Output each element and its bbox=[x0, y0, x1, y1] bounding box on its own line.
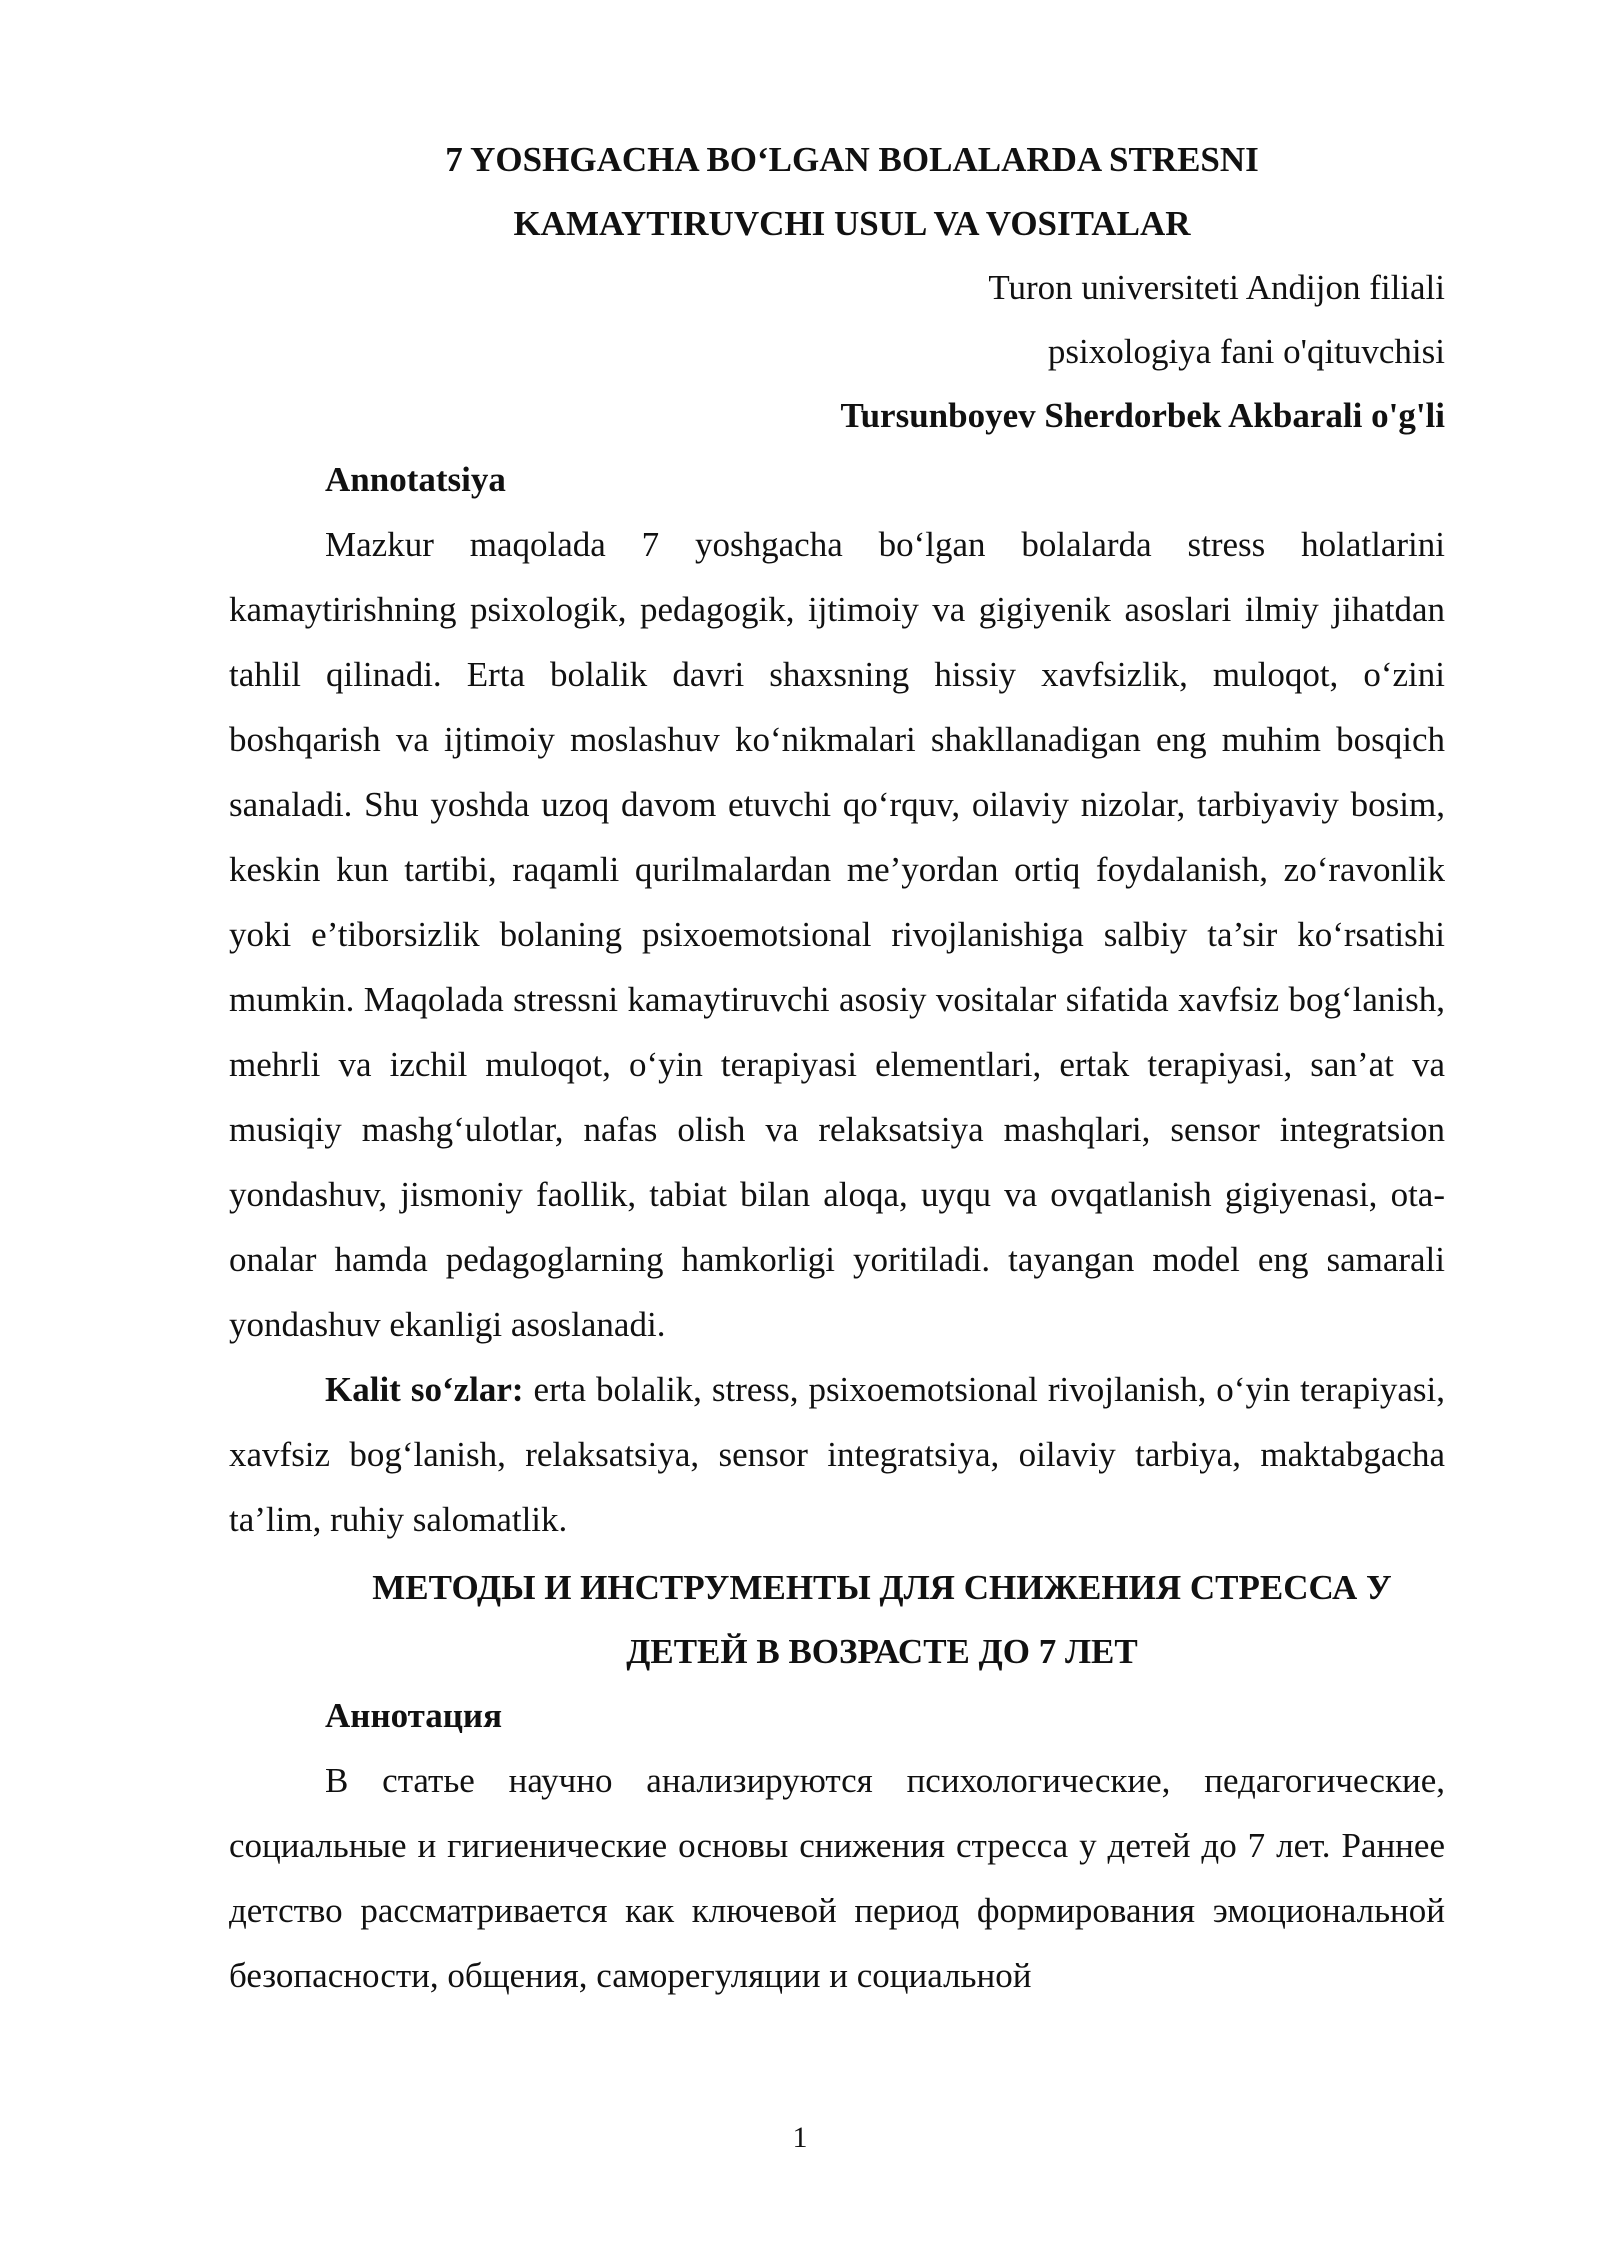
ru-title-line-2: ДЕТЕЙ В ВОЗРАСТЕ ДО 7 ЛЕТ bbox=[626, 1632, 1138, 1671]
ru-title-line-1: МЕТОДЫ И ИНСТРУМЕНТЫ ДЛЯ СНИЖЕНИЯ СТРЕССА У bbox=[372, 1568, 1392, 1607]
uz-keywords-text: erta bolalik, stress, psixoemotsional rivojlanish, o‘yin terapiyasi, xavfsiz bog‘lanish, relaksatsiya, sensor integratsiya, oilaviy tarbiya, maktabgacha ta’lim, ruhiy salomatlik. bbox=[229, 1370, 1445, 1539]
uz-article-title bbox=[229, 128, 1445, 256]
uz-title-line-2: KAMAYTIRUVCHI USUL VA VOSITALAR bbox=[513, 204, 1191, 243]
page-number: 1 bbox=[792, 2121, 808, 2154]
author-position: psixologiya fani o'qituvchisi bbox=[1047, 332, 1445, 371]
uz-title-line-1: 7 YOSHGACHA BO‘LGAN BOLALARDA STRESNI bbox=[445, 140, 1259, 179]
ru-abstract-text: В статье научно анализируются психологические, педагогические, социальные и гигиенические основы снижения стресса у детей до 7 лет. Раннее детство рассматривается как ключевой период формирования эмоциональной безопасности, общения, саморегуляции и социальной bbox=[229, 1761, 1445, 1995]
uz-keywords bbox=[229, 1357, 1445, 1552]
author-institution: Turon universiteti Andijon filiali bbox=[988, 268, 1445, 307]
uz-abstract-text: Mazkur maqolada 7 yoshgacha bo‘lgan bolalarda stress holatlarini kamaytirishning psixologik, pedagogik, ijtimoiy va gigiyenik asoslari ilmiy jihatdan tahlil qilinadi. Erta bolalik davri shaxsning hissiy xavfsizlik, muloqot, o‘zini boshqarish va ijtimoiy moslashuv ko‘nikmalari shakllanadigan eng muhim bosqich sanaladi. Shu yoshda uzoq davom etuvchi qo‘rquv, oilaviy nizolar, tarbiyaviy bosim, keskin kun tartibi, raqamli qurilmalardan me’yordan ortiq foydalanish, zo‘ravonlik yoki e’tiborsizlik bolaning psixoemotsional rivojlanishiga salbiy ta’sir ko‘rsatishi mumkin. Maqolada stressni kamaytiruvchi asosiy vositalar sifatida xavfsiz bog‘lanish, mehrli va izchil muloqot, o‘yin terapiyasi elementlari, ertak terapiyasi, san’at va musiqiy mashg‘ulotlar, nafas olish va relaksatsiya mashqlari, sensor integratsion yondashuv, jismoniy faollik, tabiat bilan aloqa, uyqu va ovqatlanish gigiyenasi, ota-onalar hamda pedagoglarning hamkorligi yoritiladi. tayangan model eng samarali yondashuv ekanligi asoslanadi. bbox=[229, 525, 1445, 1344]
ru-article-title bbox=[229, 1556, 1445, 1684]
uz-abstract-heading: Annotatsiya bbox=[325, 460, 506, 499]
uz-keywords-label: Kalit so‘zlar: bbox=[325, 1370, 524, 1409]
author-name: Tursunboyev Sherdorbek Akbarali o'g'li bbox=[840, 396, 1445, 435]
ru-abstract-heading: Аннотация bbox=[325, 1696, 503, 1735]
document-page bbox=[229, 128, 1445, 2008]
